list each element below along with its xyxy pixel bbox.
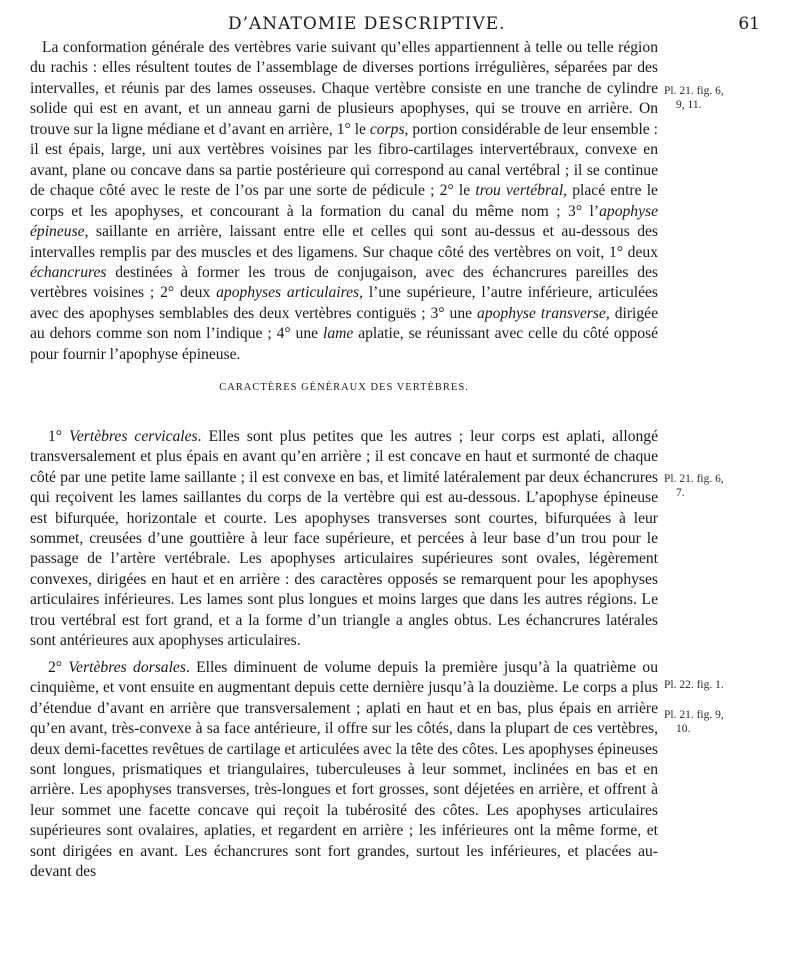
intro-paragraph	[30, 38, 658, 365]
dorsal-title: Vertèbres dorsales	[68, 658, 186, 676]
page-number: 61	[738, 14, 760, 34]
term-trou-vertebral: trou vertébral	[475, 182, 564, 200]
intro-text-3: , placé entre le corps et les apophyses, et concourant à la formation du canal du même nom ; 3° l’	[30, 182, 658, 220]
margin-note-line: 10.	[676, 723, 691, 735]
term-corps: corps	[369, 120, 405, 138]
margin-note-line: Pl. 22. fig. 1.	[664, 679, 724, 691]
margin-note	[664, 84, 794, 112]
margin-note	[664, 472, 794, 500]
margin-note	[664, 678, 794, 692]
intro-text-2: , portion considérable de leur ensemble : il est épais, large, uni aux vertèbres voisines par les fibro-cartilages intervertébraux, convexe en avant, plane ou concave dans sa partie postérieure qui correspond au canal vertébral ; il se continue de chaque côté avec le reste de l’os par une sorte de pédicule ; 2° le	[30, 120, 658, 200]
term-apophyses-articulaires: apophyses articulaires	[216, 284, 360, 302]
term-apophyse-transverse: apophyse transverse	[477, 304, 606, 322]
margin-note-line: Pl. 21. fig. 9,	[664, 709, 724, 721]
dorsal-number: 2°	[48, 658, 69, 676]
margin-note-line: 9, 11.	[676, 99, 702, 111]
intro-text-8: aplatie, se réunissant avec celle du côté opposé pour fournir l’apophyse épineuse.	[30, 325, 659, 363]
margin-note	[664, 708, 794, 736]
intro-text-5: destinées à former les trous de conjugaison, avec des échancrures pareilles des vertèbres voisines ; 2° deux	[30, 263, 658, 302]
cervical-title: Vertèbres cervicales	[69, 427, 198, 445]
term-apophyse-epineuse: apophyse épineuse	[30, 202, 658, 241]
cervical-number: 1°	[48, 427, 70, 445]
cervical-text: . Elles sont plus petites que les autres ; leur corps est aplati, allongé transversalement et plus épais en avant qu’en arrière ; il est concave en haut et surmonté de chaque côté par une petite lame saillante ; il est convexe en bas, et limité latéralement par deux échancrures qui reçoivent les lames saillantes du corps de la vertèbre qui est au-dessous. L’apophyse épineuse est bifurquée, horizontale et courte. Les apophyses transverses sont courtes, bifurquées à leur sommet, creusées d’une gouttière à leur face supérieure, et percées à leur base d’un trou pour le passage de l’artère vertébrale. Les apophyses articulaires supérieures sont ovales, légèrement convexes, dirigées en haut et en arrière : des caractères opposés se remarquent pour les apophyses articulaires inférieures. Les lames sont plus longues et moins larges que dans les autres régions. Le trou vertébral est fort grand, et a la forme d’un triangle a angles obtus. Les échancrures latérales sont antérieures aux apophyses articulaires.	[30, 427, 659, 650]
intro-text-1: La conformation générale des vertèbres varie suivant qu’elles appartiennent à telle ou telle région du rachis : elles résultent toutes de l’assemblage de diverses portions irrégulières, séparées par des intervalles, et réunis par des lames osseuses. Chaque vertèbre consiste en une tranche de cylindre solide qui est en avant, et un anneau garni de plusieurs apophyses, qui se trouve en arrière. On trouve sur la ligne médiane et d’avant en arrière, 1° le	[30, 39, 658, 138]
page-header	[30, 14, 788, 38]
dorsal-text: . Elles diminuent de volume depuis la première jusqu’à la quatrième ou cinquième, et vont ensuite en augmentant depuis cette dernière jusqu’à la douzième. Le corps a plus d’étendue d’avant en arrière que transversalement ; aplati en haut et en bas, plus épais en arrière qu’en avant, très-convexe à sa face antérieure, il offre sur les côtés, dans la plupart de ces vertèbres, deux demi-facettes revêtues de cartilage et articulées avec la tête des côtes. Les apophyses épineuses sont longues, prismatiques et triangulaires, tuberculeuses à leur sommet, inclinées en bas et en arrière. Les apophyses transverses, très-longues et fort grosses, sont déjetées en arrière, et offrent à leur sommet une facette concave qui reçoit la tubérosité des côtes. Les apophyses articulaires supérieures sont ovalaires, aplaties, et regardent en arrière ; les inférieures ont la même forme, et sont dirigées en avant. Les échancrures sont fort grandes, surtout les inférieures, et placées au-devant des	[30, 658, 658, 881]
intro-text-6: , l’une supérieure, l’autre inférieure, articulées avec des apophyses semblables des deux vertèbres contiguës ; 3° une	[30, 284, 658, 322]
dorsal-paragraph	[30, 658, 658, 883]
running-head: D’ANATOMIE DESCRIPTIVE.	[228, 14, 506, 34]
margin-note-line: Pl. 21. fig. 6,	[664, 473, 724, 485]
intro-text-4: , saillante en arrière, laissant entre elle et celles qui sont au-dessus et au-dessous des intervalles remplis par des muscles et des ligamens. Sur chaque côté des vertèbres on voit, 1° deux	[30, 223, 658, 261]
section-heading: CARACTÈRES GÉNÉRAUX DES VERTÈBRES.	[219, 382, 469, 394]
term-lame: lame	[322, 325, 354, 343]
cervical-paragraph	[30, 427, 658, 652]
margin-note-line: Pl. 21. fig. 6,	[664, 85, 724, 97]
margin-note-line: 7.	[676, 487, 685, 499]
body-text	[30, 38, 658, 883]
term-echancrures: échancrures	[30, 263, 107, 281]
intro-text-7: , dirigée au dehors comme son nom l’indique ; 4° une	[30, 304, 659, 343]
